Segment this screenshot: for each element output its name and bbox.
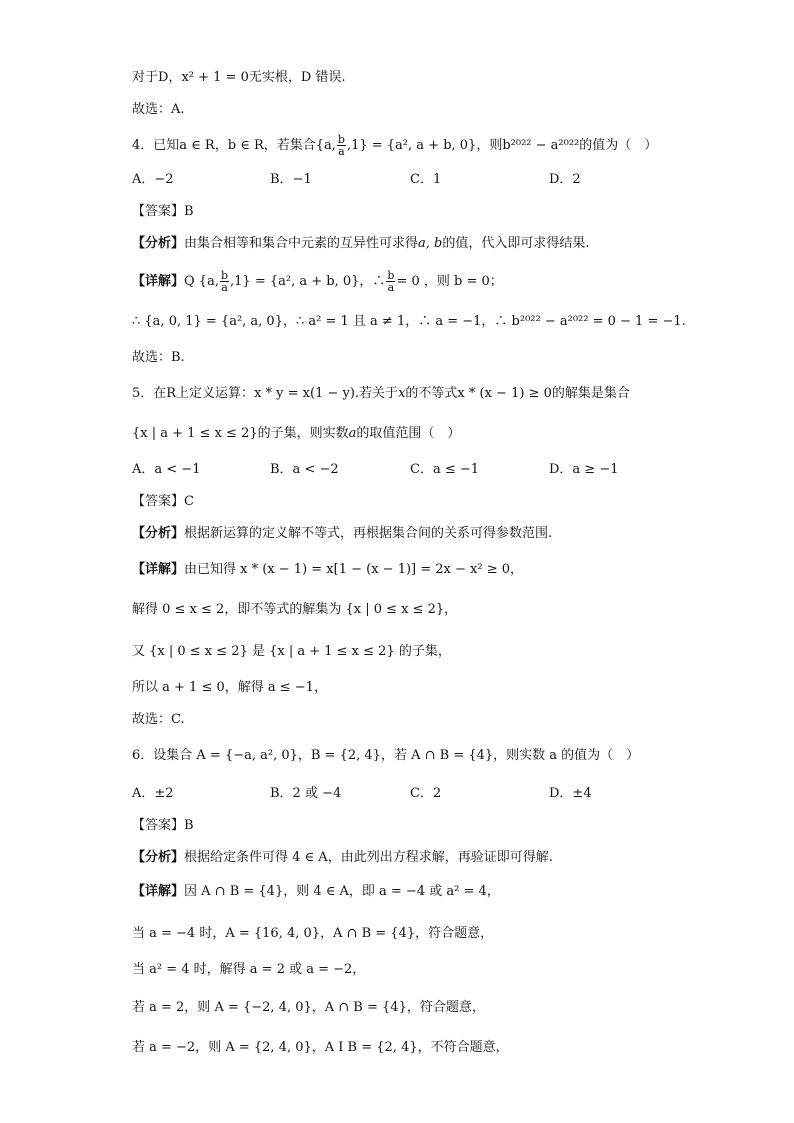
text: 由集合相等和集合中元素的互异性可求得	[184, 236, 419, 251]
option-c: C．1	[410, 172, 442, 187]
math-var: a	[348, 426, 357, 441]
text: 4．已知	[132, 138, 180, 153]
text: 的子集，则实数	[257, 426, 349, 441]
option-b: B．2 或 −4	[270, 786, 342, 801]
analysis-4	[132, 234, 590, 254]
fraction	[386, 270, 395, 293]
detail-tag: 【详解】	[132, 884, 185, 899]
detail-tag: 【详解】	[132, 562, 185, 577]
select-4: 故选：B.	[132, 350, 185, 365]
option-d: D．2	[549, 172, 581, 187]
line-select-a: 故选：A.	[132, 102, 185, 117]
math-expr: x² + 1 = 0	[181, 70, 249, 85]
option-b: B．−1	[270, 172, 312, 187]
text: 的取值范围（ ）	[356, 426, 461, 441]
analysis-tag: 【分析】	[132, 850, 185, 865]
math-expr: ,1} = {a², a + b, 0}	[346, 138, 477, 153]
text: 的值，代入即可求得结果.	[442, 236, 590, 251]
option-a: A．−2	[132, 172, 174, 187]
math-expr: b ∈ R	[227, 138, 264, 153]
detail-6-line5: 若 a = −2，则 A = {2, 4, 0}，A I B = {2, 4}，不符合题意，	[132, 1040, 509, 1055]
question-5-line2	[132, 424, 460, 444]
text: .若关于	[354, 386, 399, 401]
detail-4-line1	[132, 270, 503, 293]
detail-tag: 【详解】	[132, 274, 185, 289]
answer-5: 【答案】C	[132, 494, 194, 509]
analysis-tag: 【分析】	[132, 236, 185, 251]
math-expr: x * y = x(1 − y)	[254, 386, 355, 401]
select-5: 故选：C.	[132, 712, 185, 727]
option-d: D．±4	[549, 786, 592, 801]
math-expr: b²⁰²² − a²⁰²²	[502, 138, 580, 153]
fraction	[220, 270, 229, 293]
analysis-tag: 【分析】	[132, 526, 185, 541]
option-b: B．a < −2	[270, 462, 339, 477]
denominator: a	[387, 281, 395, 294]
option-c: C．2	[410, 786, 442, 801]
math-expr: x * (x − 1) ≥ 0	[457, 386, 552, 401]
analysis-5	[132, 524, 552, 544]
detail-6-line3: 当 a² = 4 时，解得 a = 2 或 a = −2，	[132, 962, 366, 977]
math-expr: 由已知得 x * (x − 1) = x[1 − (x − 1)] = 2x − x² ≥ 0，	[184, 562, 523, 577]
line-d-conclusion	[132, 68, 346, 88]
text: 根据新运算的定义解不等式，再根据集合间的关系可得参数范围.	[184, 526, 553, 541]
detail-6-line4: 若 a = 2，则 A = {−2, 4, 0}，A ∩ B = {4}，符合题意，	[132, 1000, 485, 1015]
detail-5-line3: 又 {x | 0 ≤ x ≤ 2} 是 {x | a + 1 ≤ x ≤ 2} 的子集，	[132, 644, 451, 659]
text: ，	[214, 138, 228, 153]
detail-6-line1	[132, 882, 500, 902]
text: 无实根，D 错误.	[248, 70, 346, 85]
fraction	[337, 134, 346, 157]
math-expr: a, b	[418, 236, 443, 251]
text: ，则	[476, 138, 503, 153]
math-expr: a ∈ R	[179, 138, 215, 153]
text: 的值为（ ）	[579, 138, 658, 153]
option-d: D．a ≥ −1	[549, 462, 619, 477]
numerator: b	[387, 269, 395, 282]
detail-4-line2: ∴ {a, 0, 1} = {a², a, 0}，∴ a² = 1 且 a ≠ 1，∴ a = −1，∴ b²⁰²² − a²⁰²² = 0 − 1 = −1.	[132, 314, 686, 329]
math-expr: = 0 ，则 b = 0；	[396, 274, 503, 289]
option-a: A．a < −1	[132, 462, 201, 477]
question-5-line1	[132, 384, 630, 404]
math-expr: {x | a + 1 ≤ x ≤ 2}	[132, 426, 258, 441]
text: 对于D，	[132, 70, 182, 85]
analysis-6	[132, 848, 553, 868]
numerator: b	[337, 133, 345, 146]
denominator: a	[221, 281, 228, 294]
answer-4: 【答案】B	[132, 204, 194, 219]
text: 的不等式	[405, 386, 458, 401]
math-var: x	[398, 386, 406, 401]
numerator: b	[220, 269, 229, 282]
math-expr: ,1} = {a², a + b, 0}，∴	[230, 274, 386, 289]
option-c: C．a ≤ −1	[410, 462, 480, 477]
detail-5-line4: 所以 a + 1 ≤ 0，解得 a ≤ −1，	[132, 680, 327, 695]
option-a: A．±2	[132, 786, 174, 801]
text: ，若集合	[263, 138, 316, 153]
text: 的解集是集合	[551, 386, 630, 401]
detail-5-line1	[132, 560, 523, 580]
math-expr: 因 A ∩ B = {4}，则 4 ∈ A，即 a = −4 或 a² = 4，	[184, 884, 500, 899]
math-expr: {a,	[315, 138, 336, 153]
denominator: a	[338, 145, 345, 158]
text: 5．在R上定义运算：	[132, 386, 255, 401]
math-expr: Q {a,	[184, 274, 219, 289]
detail-6-line2: 当 a = −4 时，A = {16, 4, 0}，A ∩ B = {4}，符合题意，	[132, 926, 494, 941]
answer-6: 【答案】B	[132, 818, 194, 833]
question-6: 6．设集合 A = {−a, a², 0}，B = {2, 4}，若 A ∩ B = {4}，则实数 a 的值为（ ）	[132, 748, 640, 763]
detail-5-line2: 解得 0 ≤ x ≤ 2，即不等式的解集为 {x | 0 ≤ x ≤ 2}，	[132, 602, 458, 617]
question-4	[132, 134, 657, 157]
text: 根据给定条件可得 4 ∈ A，由此列出方程求解，再验证即可得解.	[184, 850, 553, 865]
